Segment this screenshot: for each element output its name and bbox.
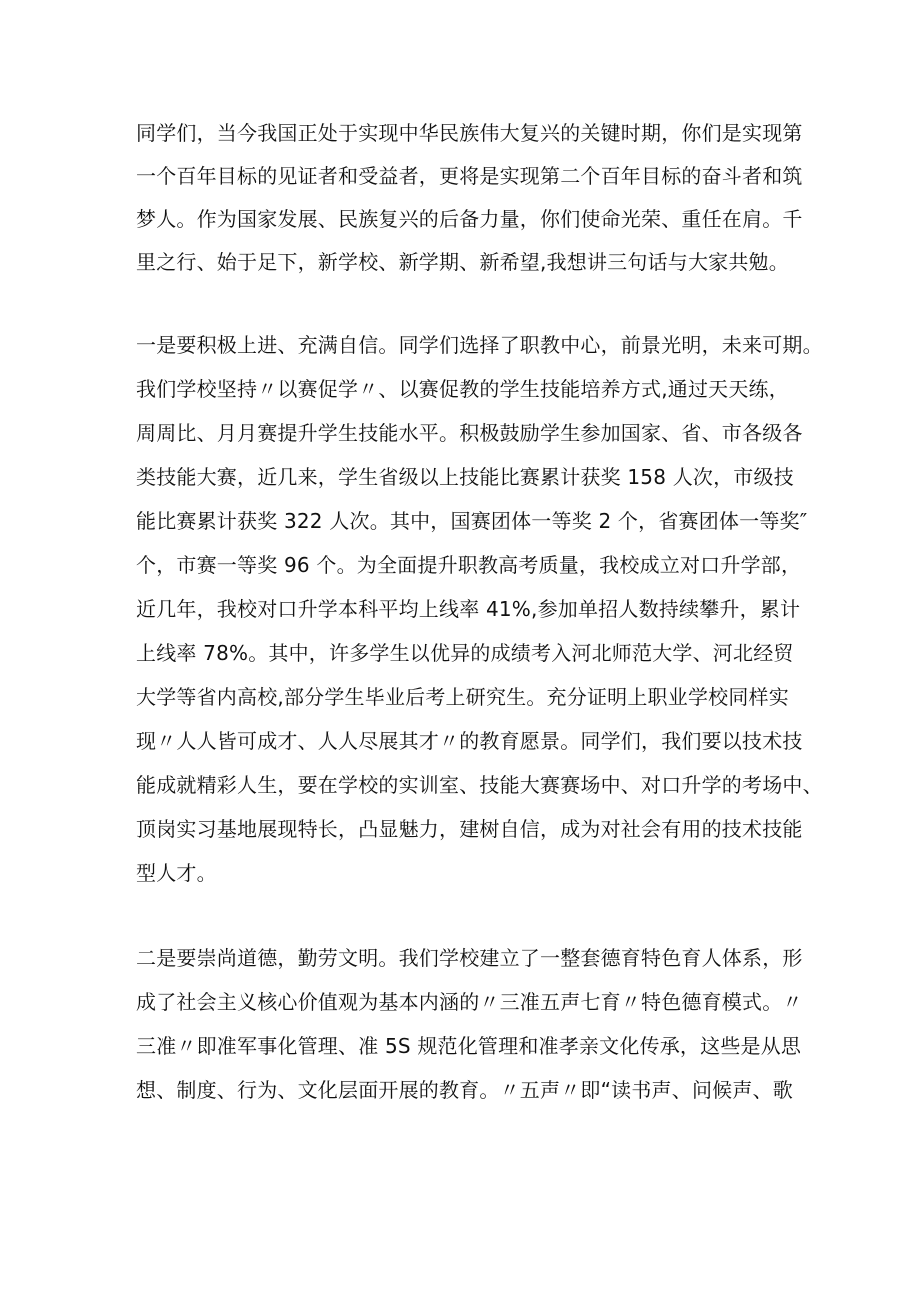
paragraph-line: 顶岗实习基地展现特长，凸显魅力，建树自信，成为对社会有用的技术技能 [136,817,803,841]
paragraph-line: 三准〃即准军事化管理、准 5S 规范化管理和准孝亲文化传承，这些是从思 [136,1034,802,1058]
paragraph-line: 上线率 78%。其中，许多学生以优异的成绩考入河北师范大学、河北经贸 [136,641,794,665]
paragraph-line: 个，市赛一等奖 96 个。为全面提升职教高考质量，我校成立对口升学部， [136,553,802,577]
paragraph-line: 成了社会主义核心价值观为基本内涵的〃三准五声七育〃特色德育模式。〃 [136,990,803,1014]
paragraph-line: 类技能大赛，近几来，学生省级以上技能比赛累计获奖 158 人次，市级技 [136,465,794,489]
paragraph-line: 型人才。 [136,861,217,885]
paragraph-line: 能比赛累计获奖 322 人次。其中，国赛团体一等奖 2 个，省赛团体一等奖″ [136,509,808,533]
paragraph-line: 二是要崇尚道德，勤劳文明。我们学校建立了一整套德育特色育人体系，形 [136,946,803,970]
paragraph-line: 想、制度、行为、文化层面开展的教育。〃五声〃即“读书声、问候声、歌 [136,1078,793,1102]
paragraph-line: 我们学校坚持〃以赛促学〃、以赛促教的学生技能培养方式,通过天天练， [136,377,789,401]
paragraph-line: 里之行、始于足下，新学校、新学期、新希望,我想讲三句话与大家共勉。 [136,250,789,274]
paragraph-line: 近几年，我校对口升学本科平均上线率 41%,参加单招人数持续攀升，累计 [136,597,801,621]
paragraph-line: 大学等省内高校,部分学生毕业后考上研究生。充分证明上职业学校同样实 [136,685,789,709]
paragraph-line: 一个百年目标的见证者和受益者，更将是实现第二个百年目标的奋斗者和筑 [136,164,803,188]
paragraph-line: 梦人。作为国家发展、民族复兴的后备力量，你们使命光荣、重任在肩。千 [136,207,803,231]
paragraph-line: 一是要积极上进、充满自信。同学们选择了职教中心，前景光明，未来可期。 [136,333,823,357]
paragraph-line: 能成就精彩人生，要在学校的实训室、技能大赛赛场中、对口升学的考场中、 [136,773,823,797]
paragraph-line: 现〃人人皆可成才、人人尽展其才〃的教育愿景。同学们，我们要以技术技 [136,729,803,753]
paragraph-line: 周周比、月月赛提升学生技能水平。积极鼓励学生参加国家、省、市各级各 [136,421,803,445]
paragraph-line: 同学们，当今我国正处于实现中华民族伟大复兴的关键时期，你们是实现第 [136,121,803,145]
